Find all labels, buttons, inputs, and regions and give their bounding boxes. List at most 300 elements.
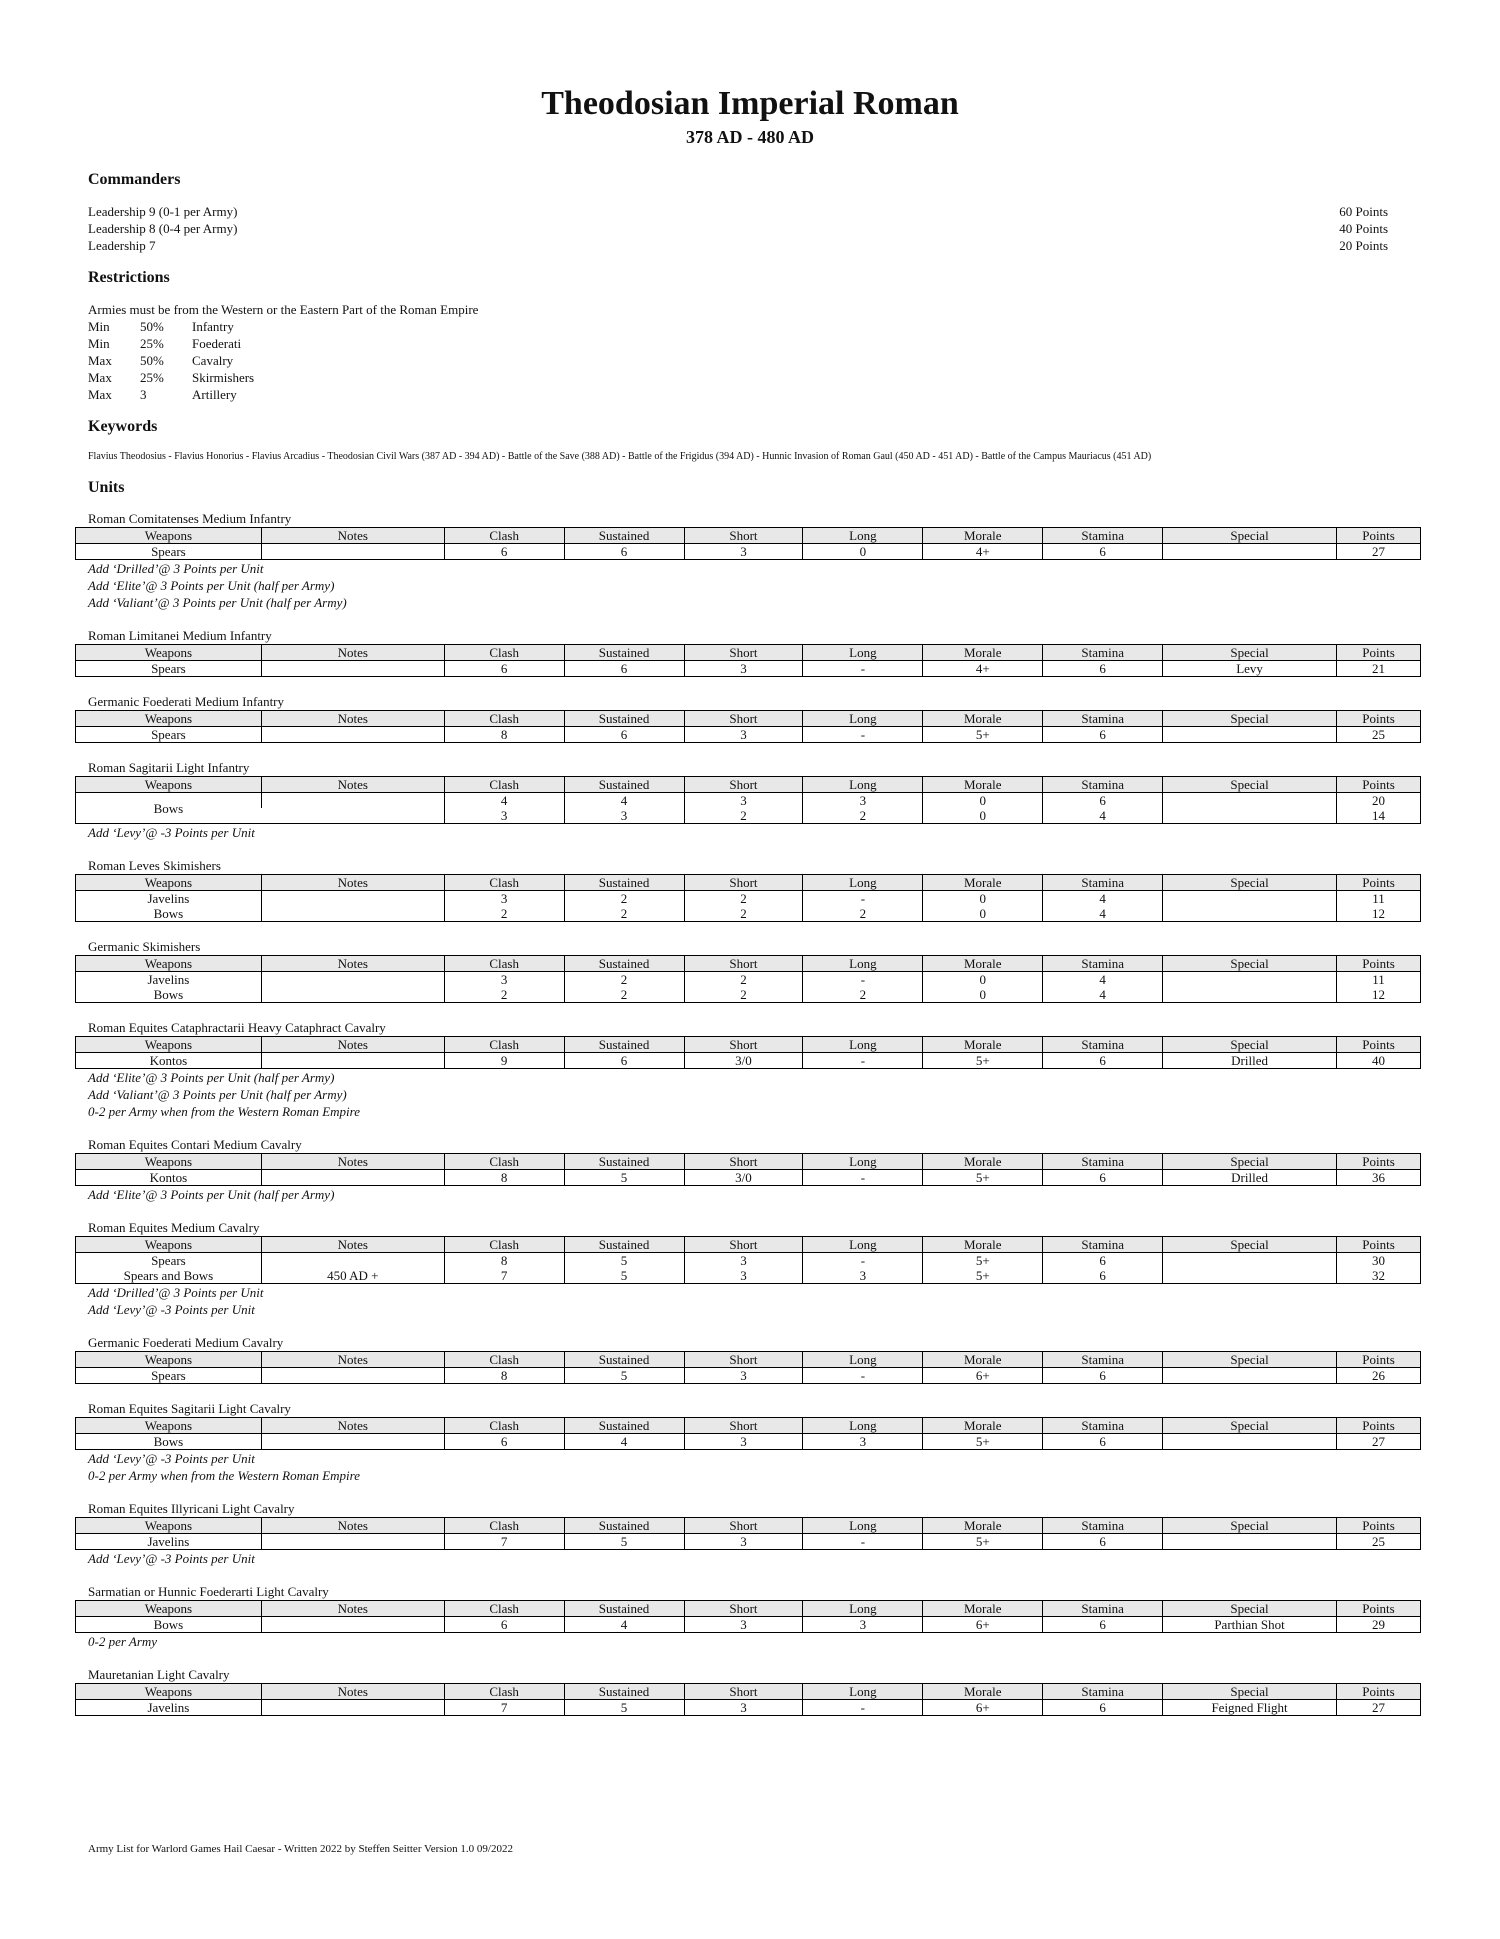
stat-cell: 20 xyxy=(1336,793,1420,809)
stat-cell: Drilled xyxy=(1163,1170,1337,1186)
column-header: Sustained xyxy=(564,1352,684,1368)
column-header: Weapons xyxy=(76,645,262,661)
stat-cell: 6 xyxy=(1043,1053,1163,1069)
stat-cell: 6 xyxy=(1043,1434,1163,1450)
stat-cell: 0 xyxy=(923,793,1043,809)
unit-stats-table xyxy=(75,1236,1421,1284)
unit-note: Add ‘Levy’@ -3 Points per Unit xyxy=(88,1451,255,1466)
column-header: Special xyxy=(1163,777,1337,793)
unit-note: Add ‘Levy’@ -3 Points per Unit xyxy=(88,825,255,840)
column-header: Morale xyxy=(923,875,1043,891)
stat-cell xyxy=(1163,727,1337,743)
column-header: Morale xyxy=(923,1684,1043,1700)
column-header: Sustained xyxy=(564,1601,684,1617)
table-row xyxy=(76,1700,1421,1716)
commander-list xyxy=(88,203,1434,254)
stat-cell: 5+ xyxy=(923,1253,1043,1269)
stat-cell xyxy=(261,1253,444,1269)
stat-cell: 40 xyxy=(1336,1053,1420,1069)
column-header: Notes xyxy=(261,1037,444,1053)
unit-note: 0-2 per Army xyxy=(88,1634,158,1649)
stat-cell: 2 xyxy=(803,808,923,824)
column-header: Notes xyxy=(261,1518,444,1534)
stat-cell: 5 xyxy=(564,1170,684,1186)
commander-points: 40 Points xyxy=(1339,221,1388,236)
unit-name: Roman Equites Contari Medium Cavalry xyxy=(88,1137,302,1152)
column-header: Morale xyxy=(923,1418,1043,1434)
unit-stats-table xyxy=(75,710,1421,743)
stat-cell: 3 xyxy=(684,1700,803,1716)
column-header: Stamina xyxy=(1043,875,1163,891)
column-header: Morale xyxy=(923,1037,1043,1053)
unit-stats-table xyxy=(75,644,1421,677)
restriction-type: Skirmishers xyxy=(192,370,255,385)
stat-cell: 6 xyxy=(1043,544,1163,560)
column-header: Notes xyxy=(261,1237,444,1253)
stat-cell: 6 xyxy=(564,544,684,560)
stat-cell: Parthian Shot xyxy=(1163,1617,1337,1633)
stat-cell: 5+ xyxy=(923,1268,1043,1284)
stat-cell: 4+ xyxy=(923,544,1043,560)
column-header: Clash xyxy=(444,777,564,793)
stat-cell: 2 xyxy=(803,987,923,1003)
stat-cell xyxy=(1163,544,1337,560)
stat-cell: 6 xyxy=(1043,727,1163,743)
stat-cell: 4 xyxy=(1043,987,1163,1003)
stat-cell: 2 xyxy=(564,891,684,907)
unit-name: Roman Equites Sagitarii Light Cavalry xyxy=(88,1401,291,1416)
column-header: Short xyxy=(684,1518,803,1534)
stat-cell: 4 xyxy=(1043,891,1163,907)
table-header-row xyxy=(76,1352,1421,1368)
stat-cell: 3 xyxy=(684,1534,803,1550)
column-header: Morale xyxy=(923,711,1043,727)
stat-cell: 3 xyxy=(684,1253,803,1269)
column-header: Morale xyxy=(923,1352,1043,1368)
column-header: Morale xyxy=(923,1237,1043,1253)
commander-label: Leadership 9 (0-1 per Army) xyxy=(88,204,238,219)
stat-cell: 6 xyxy=(1043,1700,1163,1716)
stat-cell xyxy=(1163,1368,1337,1384)
column-header: Long xyxy=(803,1154,923,1170)
restrictions-heading: Restrictions xyxy=(88,269,170,286)
column-header: Notes xyxy=(261,1684,444,1700)
column-header: Long xyxy=(803,528,923,544)
stat-cell xyxy=(261,544,444,560)
table-row xyxy=(76,1534,1421,1550)
column-header: Clash xyxy=(444,956,564,972)
stat-cell: 3 xyxy=(684,727,803,743)
unit-block xyxy=(88,939,1434,1003)
unit-note: 0-2 per Army when from the Western Roman Empire xyxy=(88,1104,361,1119)
stat-cell: 25 xyxy=(1336,1534,1420,1550)
weapon-cell: Bows xyxy=(153,1434,184,1449)
stat-cell: 6 xyxy=(444,1434,564,1450)
stat-cell: Levy xyxy=(1163,661,1337,677)
column-header: Clash xyxy=(444,1518,564,1534)
column-header: Long xyxy=(803,1352,923,1368)
commander-row xyxy=(88,203,1388,220)
commander-points: 20 Points xyxy=(1339,238,1388,253)
restriction-type: Artillery xyxy=(192,387,237,402)
stat-cell: - xyxy=(803,661,923,677)
unit-stats-table xyxy=(75,1600,1421,1633)
column-header: Special xyxy=(1163,1684,1337,1700)
stat-cell: 0 xyxy=(803,544,923,560)
column-header: Points xyxy=(1336,1418,1420,1434)
stat-cell: 32 xyxy=(1336,1268,1420,1284)
stat-cell: 4 xyxy=(1043,972,1163,988)
table-row xyxy=(76,1268,1421,1284)
stat-cell: 0 xyxy=(923,972,1043,988)
stat-cell xyxy=(1163,808,1337,824)
unit-name: Roman Leves Skimishers xyxy=(88,858,221,873)
stat-cell: 2 xyxy=(564,906,684,922)
column-header: Points xyxy=(1336,1601,1420,1617)
table-header-row xyxy=(76,528,1421,544)
unit-note: Add ‘Elite’@ 3 Points per Unit (half per Army) xyxy=(88,1070,335,1085)
stat-cell: 6 xyxy=(1043,793,1163,809)
column-header: Stamina xyxy=(1043,1352,1163,1368)
column-header: Weapons xyxy=(76,711,262,727)
column-header: Short xyxy=(684,1154,803,1170)
stat-cell: 3 xyxy=(803,1617,923,1633)
column-header: Short xyxy=(684,956,803,972)
column-header: Short xyxy=(684,645,803,661)
stat-cell: 3 xyxy=(684,1368,803,1384)
stat-cell xyxy=(261,906,444,922)
column-header: Weapons xyxy=(76,777,262,793)
column-header: Sustained xyxy=(564,1154,684,1170)
column-header: Weapons xyxy=(76,1518,262,1534)
stat-cell xyxy=(1163,972,1337,988)
unit-note: Add ‘Drilled’@ 3 Points per Unit xyxy=(88,1285,264,1300)
column-header: Special xyxy=(1163,956,1337,972)
stat-cell: 5 xyxy=(564,1700,684,1716)
stat-cell: - xyxy=(803,1053,923,1069)
weapon-cell: Javelins xyxy=(147,1700,190,1715)
stat-cell xyxy=(261,1170,444,1186)
column-header: Notes xyxy=(261,956,444,972)
stat-cell: 5 xyxy=(564,1368,684,1384)
table-header-row xyxy=(76,645,1421,661)
stat-cell: 11 xyxy=(1336,972,1420,988)
column-header: Short xyxy=(684,1418,803,1434)
stat-cell: 3 xyxy=(684,1434,803,1450)
column-header: Short xyxy=(684,711,803,727)
unit-name: Sarmatian or Hunnic Foederarti Light Cavalry xyxy=(88,1584,329,1599)
table-row xyxy=(76,1617,1421,1633)
weapon-cell: Kontos xyxy=(149,1053,188,1068)
unit-block xyxy=(88,858,1434,922)
units-section xyxy=(88,478,1434,1716)
stat-cell: 5+ xyxy=(923,1170,1043,1186)
keywords-heading: Keywords xyxy=(88,418,158,435)
stat-cell: 30 xyxy=(1336,1253,1420,1269)
stat-cell: 8 xyxy=(444,727,564,743)
stat-cell: 2 xyxy=(803,906,923,922)
stat-cell: 6 xyxy=(564,661,684,677)
unit-name: Germanic Foederati Medium Infantry xyxy=(88,694,285,709)
restriction-row xyxy=(88,386,1434,403)
column-header: Clash xyxy=(444,1154,564,1170)
restrictions-section xyxy=(88,268,1434,403)
weapon-cell: Spears xyxy=(151,1368,186,1383)
unit-note: Add ‘Elite’@ 3 Points per Unit (half per Army) xyxy=(88,1187,335,1202)
stat-cell: 7 xyxy=(444,1534,564,1550)
table-header-row xyxy=(76,1684,1421,1700)
stat-cell: 2 xyxy=(444,906,564,922)
stat-cell: 3 xyxy=(684,793,803,809)
column-header: Notes xyxy=(261,1154,444,1170)
column-header: Clash xyxy=(444,1684,564,1700)
table-header-row xyxy=(76,1418,1421,1434)
unit-name: Germanic Foederati Medium Cavalry xyxy=(88,1335,284,1350)
column-header: Short xyxy=(684,1037,803,1053)
stat-cell: 4 xyxy=(1043,906,1163,922)
restriction-value: 50% xyxy=(140,319,164,334)
column-header: Long xyxy=(803,1601,923,1617)
unit-stats-table xyxy=(75,874,1421,922)
stat-cell: 3 xyxy=(803,1268,923,1284)
table-header-row xyxy=(76,1154,1421,1170)
column-header: Sustained xyxy=(564,1237,684,1253)
stat-cell: 3 xyxy=(684,1617,803,1633)
column-header: Short xyxy=(684,1237,803,1253)
column-header: Notes xyxy=(261,1601,444,1617)
stat-cell: 4 xyxy=(1043,808,1163,824)
table-header-row xyxy=(76,875,1421,891)
unit-stats-table xyxy=(75,1417,1421,1450)
restriction-value: 25% xyxy=(140,370,164,385)
stat-cell: 8 xyxy=(444,1253,564,1269)
stat-cell xyxy=(261,727,444,743)
unit-name: Roman Comitatenses Medium Infantry xyxy=(88,511,292,526)
unit-note: Add ‘Valiant’@ 3 Points per Unit (half per Army) xyxy=(88,595,347,610)
stat-cell xyxy=(261,1700,444,1716)
commanders-heading: Commanders xyxy=(88,171,181,188)
column-header: Points xyxy=(1336,645,1420,661)
unit-block xyxy=(88,1335,1434,1384)
stat-cell: 3 xyxy=(803,1434,923,1450)
table-header-row xyxy=(76,711,1421,727)
table-row xyxy=(76,987,1421,1003)
stat-cell: - xyxy=(803,1534,923,1550)
column-header: Special xyxy=(1163,875,1337,891)
restriction-value: 50% xyxy=(140,353,164,368)
stat-cell: 6 xyxy=(1043,1368,1163,1384)
column-header: Points xyxy=(1336,1154,1420,1170)
unit-stats-table xyxy=(75,776,1421,824)
stat-cell: 3/0 xyxy=(684,1053,803,1069)
column-header: Sustained xyxy=(564,1684,684,1700)
stat-cell: Drilled xyxy=(1163,1053,1337,1069)
column-header: Points xyxy=(1336,956,1420,972)
stat-cell: 5+ xyxy=(923,727,1043,743)
column-header: Long xyxy=(803,1418,923,1434)
table-header-row xyxy=(76,777,1421,793)
commander-points: 60 Points xyxy=(1339,204,1388,219)
stat-cell: 12 xyxy=(1336,906,1420,922)
unit-block xyxy=(88,1220,1434,1318)
unit-note: Add ‘Levy’@ -3 Points per Unit xyxy=(88,1551,255,1566)
stat-cell: 4+ xyxy=(923,661,1043,677)
column-header: Clash xyxy=(444,1418,564,1434)
stat-cell: 27 xyxy=(1336,544,1420,560)
column-header: Sustained xyxy=(564,1037,684,1053)
column-header: Stamina xyxy=(1043,1237,1163,1253)
column-header: Special xyxy=(1163,1237,1337,1253)
stat-cell xyxy=(261,793,444,809)
column-header: Points xyxy=(1336,1684,1420,1700)
column-header: Notes xyxy=(261,645,444,661)
column-header: Long xyxy=(803,1237,923,1253)
stat-cell xyxy=(1163,1434,1337,1450)
column-header: Special xyxy=(1163,1518,1337,1534)
commander-row xyxy=(88,220,1388,237)
stat-cell: 14 xyxy=(1336,808,1420,824)
stat-cell: 6 xyxy=(444,661,564,677)
stat-cell: 6 xyxy=(1043,1617,1163,1633)
stat-cell: 25 xyxy=(1336,727,1420,743)
stat-cell: 6 xyxy=(564,727,684,743)
column-header: Clash xyxy=(444,645,564,661)
column-header: Clash xyxy=(444,1601,564,1617)
column-header: Long xyxy=(803,711,923,727)
stat-cell: - xyxy=(803,891,923,907)
unit-name: Roman Equites Medium Cavalry xyxy=(88,1220,260,1235)
column-header: Weapons xyxy=(76,1237,262,1253)
restriction-limit: Max xyxy=(88,387,112,402)
column-header: Short xyxy=(684,875,803,891)
stat-cell: 6 xyxy=(1043,1253,1163,1269)
stat-cell: 4 xyxy=(564,1617,684,1633)
table-row xyxy=(76,727,1421,743)
stat-cell: 12 xyxy=(1336,987,1420,1003)
stat-cell xyxy=(261,972,444,988)
stat-cell: 9 xyxy=(444,1053,564,1069)
column-header: Points xyxy=(1336,1037,1420,1053)
unit-stats-table xyxy=(75,1153,1421,1186)
unit-block xyxy=(88,1137,1434,1203)
weapon-cell: Bows xyxy=(153,1617,184,1632)
commander-label: Leadership 8 (0-4 per Army) xyxy=(88,221,238,236)
stat-cell: 0 xyxy=(923,808,1043,824)
stat-cell: 3 xyxy=(684,1268,803,1284)
unit-block xyxy=(88,628,1434,677)
column-header: Long xyxy=(803,777,923,793)
stat-cell: - xyxy=(803,1700,923,1716)
stat-cell xyxy=(261,1053,444,1069)
stat-cell: 2 xyxy=(684,808,803,824)
unit-note: Add ‘Valiant’@ 3 Points per Unit (half per Army) xyxy=(88,1087,347,1102)
stat-cell xyxy=(261,1617,444,1633)
column-header: Points xyxy=(1336,777,1420,793)
column-header: Weapons xyxy=(76,528,262,544)
unit-name: Germanic Skimishers xyxy=(88,939,201,954)
stat-cell xyxy=(261,987,444,1003)
column-header: Weapons xyxy=(76,875,262,891)
keywords-text: Flavius Theodosius - Flavius Honorius - Flavius Arcadius - Theodosian Civil Wars (387 AD - 394 AD) - Battle of the Save (388 AD) - Battle of the Frigidus (394 AD) - Hunnic Invasion of Roman Gaul (450 AD - 451 AD) - Battle of the Campus Mauriacus (451 AD) xyxy=(88,451,1152,462)
unit-block xyxy=(88,511,1434,611)
table-row xyxy=(76,1434,1421,1450)
stat-cell: 4 xyxy=(564,793,684,809)
restriction-type: Infantry xyxy=(192,319,234,334)
stat-cell xyxy=(1163,793,1337,809)
stat-cell: 8 xyxy=(444,1170,564,1186)
page-period: 378 AD - 480 AD xyxy=(685,127,814,147)
stat-cell: 6+ xyxy=(923,1700,1043,1716)
weapon-cell: Bows xyxy=(153,800,184,816)
table-row xyxy=(76,661,1421,677)
weapon-cell: Bows xyxy=(153,906,184,921)
column-header: Notes xyxy=(261,777,444,793)
stat-cell: 6+ xyxy=(923,1368,1043,1384)
column-header: Morale xyxy=(923,528,1043,544)
stat-cell: 27 xyxy=(1336,1700,1420,1716)
stat-cell: 6+ xyxy=(923,1617,1043,1633)
column-header: Points xyxy=(1336,1518,1420,1534)
column-header: Sustained xyxy=(564,875,684,891)
unit-note: Add ‘Levy’@ -3 Points per Unit xyxy=(88,1302,255,1317)
column-header: Special xyxy=(1163,645,1337,661)
column-header: Sustained xyxy=(564,956,684,972)
column-header: Clash xyxy=(444,528,564,544)
stat-cell: - xyxy=(803,1368,923,1384)
column-header: Points xyxy=(1336,875,1420,891)
stat-cell xyxy=(1163,1253,1337,1269)
column-header: Morale xyxy=(923,645,1043,661)
unit-block xyxy=(88,760,1434,841)
column-header: Short xyxy=(684,1601,803,1617)
unit-block xyxy=(88,1401,1434,1484)
unit-stats-table xyxy=(75,955,1421,1003)
column-header: Weapons xyxy=(76,956,262,972)
column-header: Special xyxy=(1163,1418,1337,1434)
table-row xyxy=(76,906,1421,922)
column-header: Long xyxy=(803,645,923,661)
commander-row xyxy=(88,237,1388,254)
restriction-row xyxy=(88,318,1434,335)
column-header: Special xyxy=(1163,1037,1337,1053)
unit-block xyxy=(88,1020,1434,1120)
column-header: Weapons xyxy=(76,1352,262,1368)
table-row xyxy=(76,1253,1421,1269)
restriction-limit: Max xyxy=(88,370,112,385)
column-header: Points xyxy=(1336,711,1420,727)
column-header: Stamina xyxy=(1043,528,1163,544)
weapon-cell: Spears xyxy=(151,1253,186,1268)
stat-cell: - xyxy=(803,1253,923,1269)
unit-list xyxy=(88,511,1434,1716)
column-header: Stamina xyxy=(1043,1518,1163,1534)
commanders-section xyxy=(88,170,1434,254)
table-row xyxy=(76,1170,1421,1186)
stat-cell xyxy=(261,661,444,677)
column-header: Stamina xyxy=(1043,1684,1163,1700)
restriction-row xyxy=(88,369,1434,386)
stat-cell: 2 xyxy=(684,906,803,922)
stat-cell xyxy=(1163,891,1337,907)
column-header: Weapons xyxy=(76,1601,262,1617)
unit-note: 0-2 per Army when from the Western Roman Empire xyxy=(88,1468,361,1483)
restriction-list xyxy=(88,318,1434,403)
stat-cell: 2 xyxy=(684,891,803,907)
table-header-row xyxy=(76,1601,1421,1617)
stat-cell: 5 xyxy=(564,1534,684,1550)
column-header: Stamina xyxy=(1043,777,1163,793)
stat-cell xyxy=(1163,987,1337,1003)
